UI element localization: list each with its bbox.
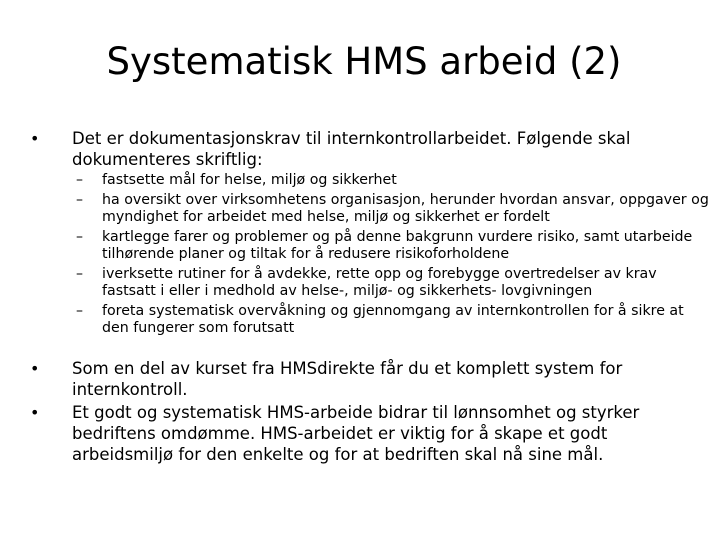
bullet-icon: •: [30, 402, 40, 422]
sub-bullet-item: [72, 192, 710, 227]
bullet-text: Som en del av kurset fra HMSdirekte får du et komplett system for internkontroll.: [72, 358, 623, 399]
sub-bullet-item: [72, 303, 710, 338]
bullet-icon: •: [30, 129, 40, 148]
sub-bullet-text: foreta systematisk overvåkning og gjennomgang av internkontrollen for å sikre at den fungerer som forutsatt: [102, 302, 684, 336]
bullet-list: [30, 128, 710, 465]
sub-bullet-text: fastsette mål for helse, miljø og sikkerhet: [102, 172, 397, 188]
sub-bullet-text: ha oversikt over virksomhetens organisasjon, herunder hvordan ansvar, oppgaver og myndighet for arbeidet med helse, miljø og sikkerhet er fordelt: [102, 191, 709, 225]
slide-title: Systematisk HMS arbeid (2): [106, 40, 622, 83]
bullet-item-documentation: [30, 128, 710, 338]
dash-icon: –: [76, 191, 83, 208]
slide-content: [30, 128, 710, 465]
bullet-text: Det er dokumentasjonskrav til internkontrollarbeidet. Følgende skal dokumenteres skriftlig:: [72, 129, 631, 169]
sub-bullet-text: kartlegge farer og problemer og på denne bakgrunn vurdere risiko, samt utarbeide tilhørende planer og tiltak for å redusere risikoforholdene: [102, 228, 693, 262]
bullet-icon: •: [30, 358, 40, 378]
dash-icon: –: [76, 172, 83, 188]
sub-bullet-text: iverksette rutiner for å avdekke, rette opp og forebygge overtredelser av krav fastsatt i eller i medhold av helse-, miljø- og sikkerhets- lovgivningen: [102, 265, 657, 299]
bullet-text: Et godt og systematisk HMS-arbeide bidrar til lønnsomhet og styrker bedriftens omdømme. HMS-arbeidet er viktig for å skape et godt arbeidsmiljø for den enkelte og for at bedriften skal nå sine mål.: [72, 402, 640, 464]
sub-bullet-item: [72, 266, 710, 301]
sub-bullet-list: [72, 172, 710, 338]
bullet-item-benefits: [30, 402, 710, 465]
dash-icon: –: [76, 228, 83, 245]
dash-icon: –: [76, 265, 83, 282]
sub-bullet-item: [72, 229, 710, 264]
bullet-item-course-system: [30, 358, 710, 400]
sub-bullet-item: [72, 172, 710, 190]
dash-icon: –: [76, 302, 83, 319]
